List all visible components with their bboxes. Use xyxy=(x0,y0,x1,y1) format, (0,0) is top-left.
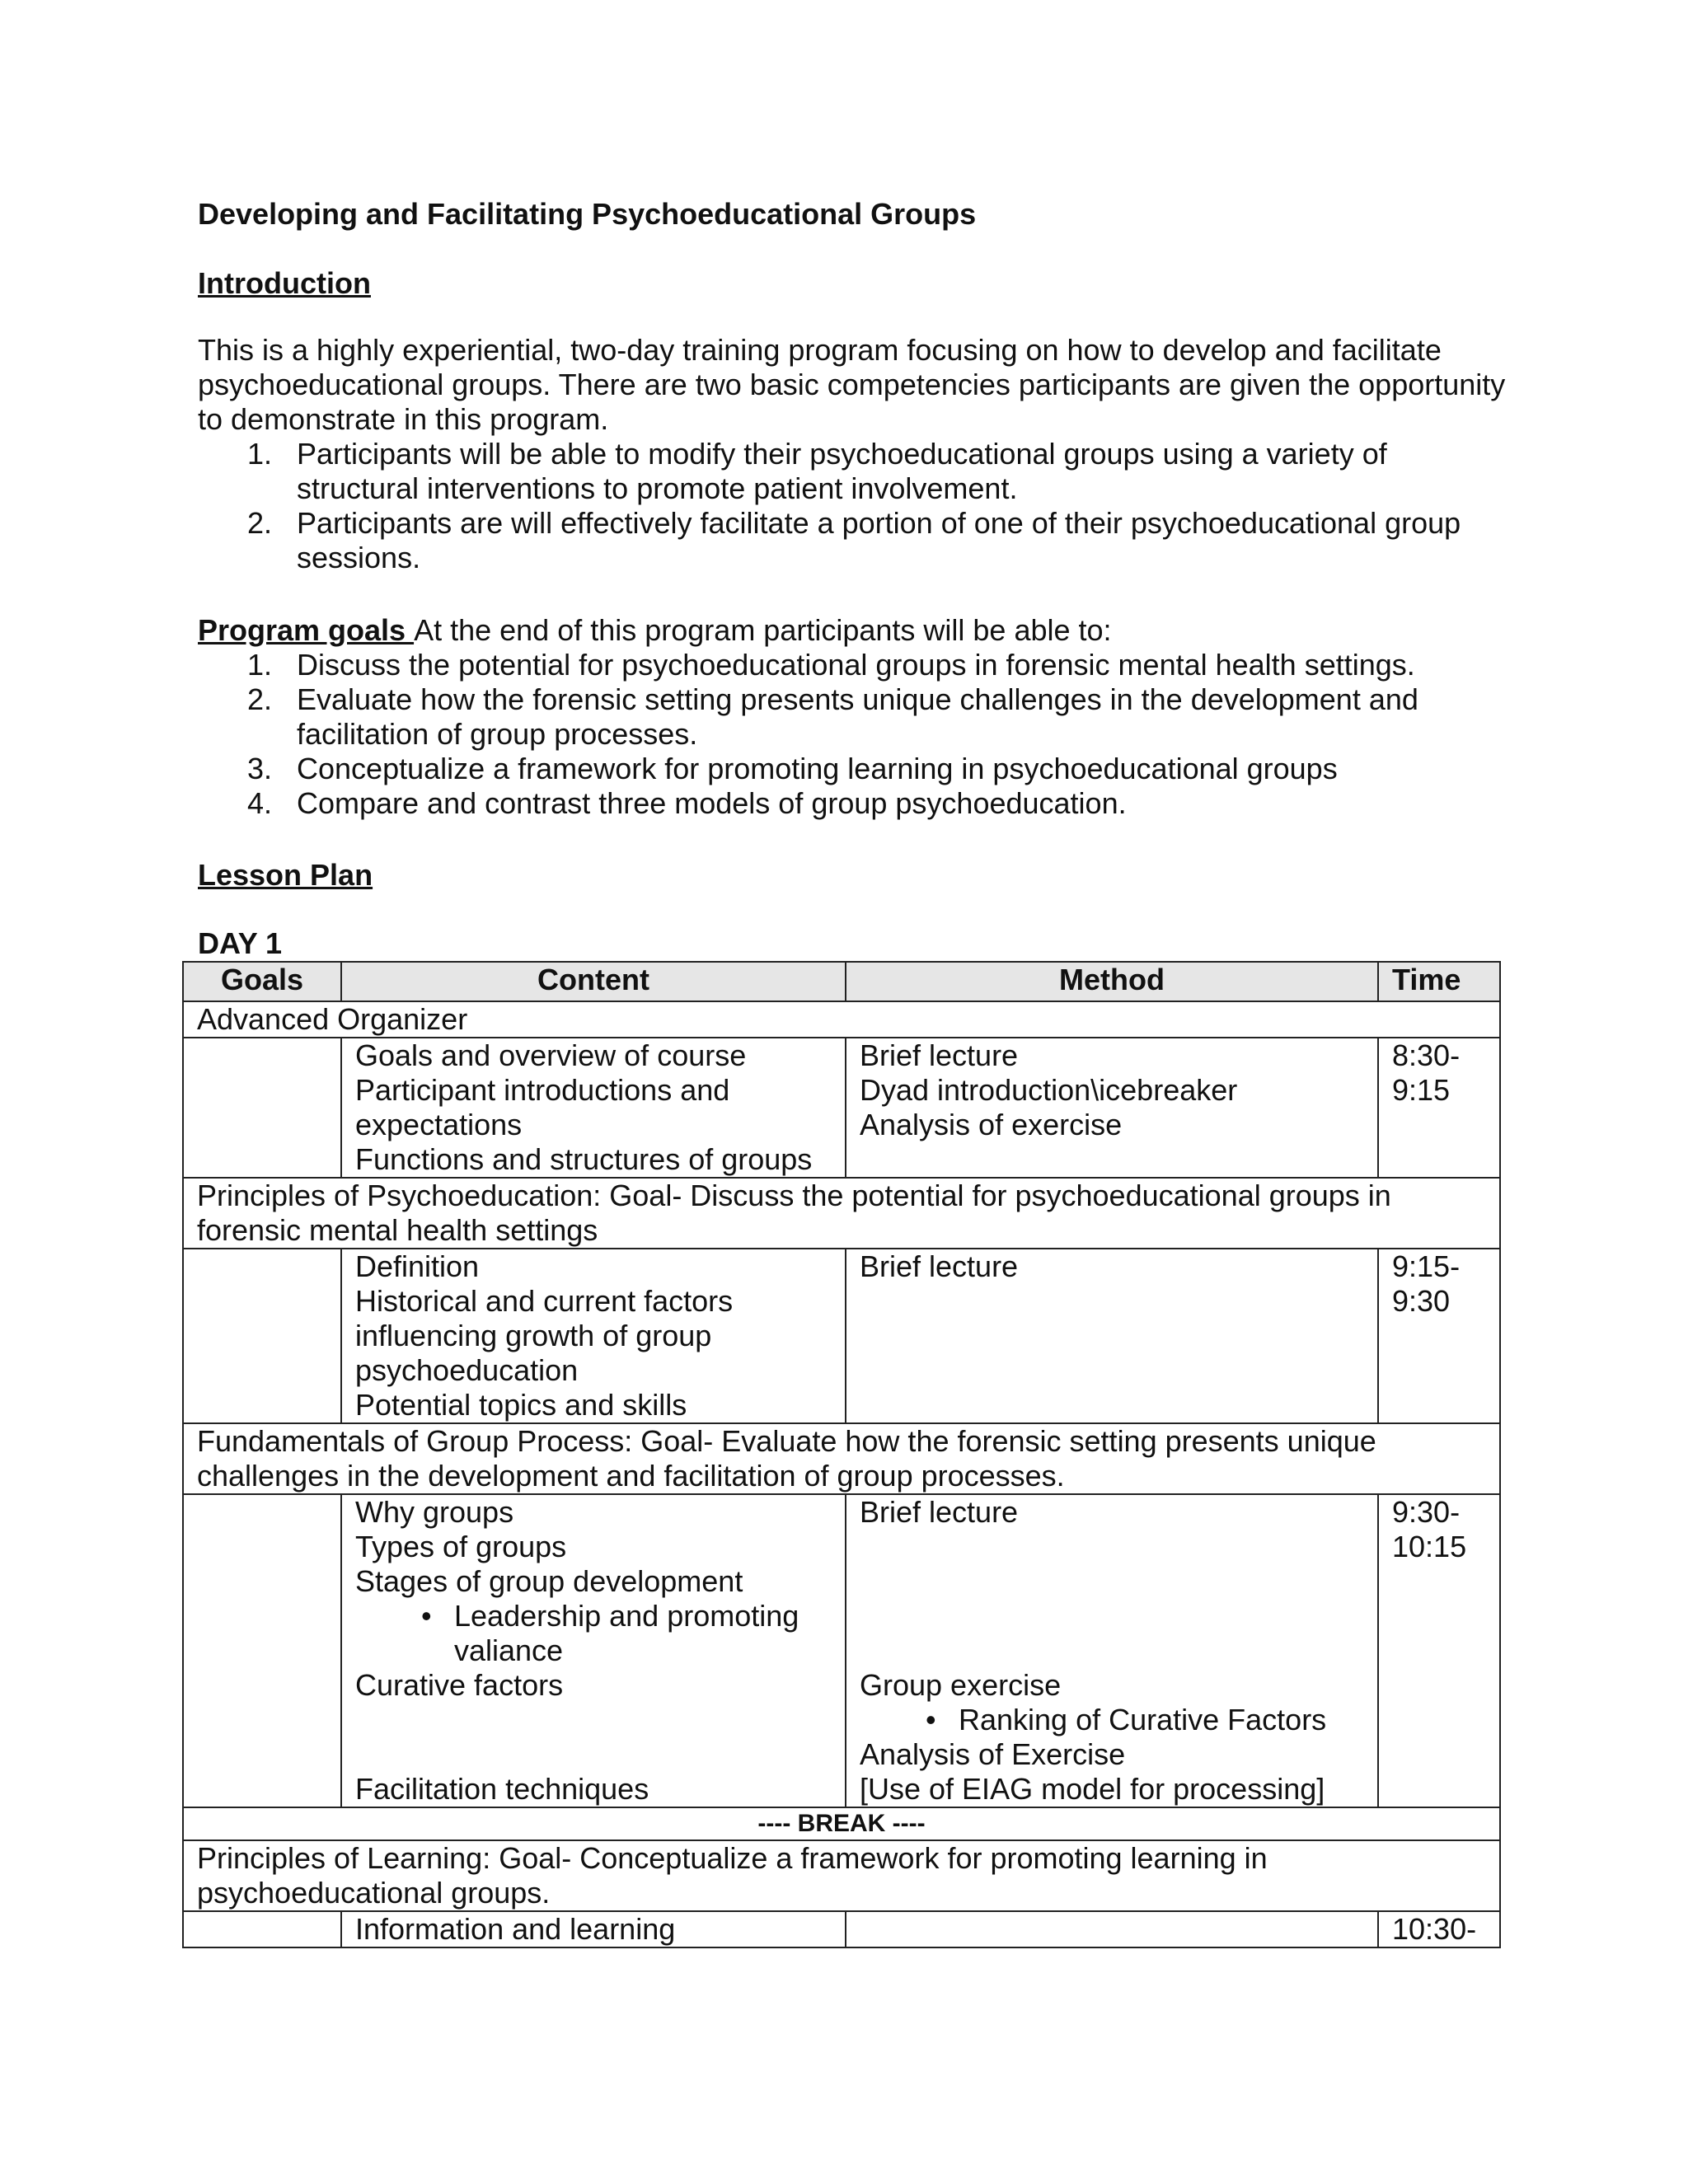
content-cell: Definition Historical and current factors influencing growth of group psychoeducation Potential topics and skills xyxy=(341,1249,846,1423)
column-header-method: Method xyxy=(846,962,1378,1001)
goals-cell xyxy=(183,1249,341,1423)
goals-cell xyxy=(183,1038,341,1178)
section-title: Principles of Learning: Goal- Conceptualize a framework for promoting learning in psychoeducational groups. xyxy=(183,1840,1500,1911)
table-header-row xyxy=(183,962,1500,1001)
break-row xyxy=(183,1807,1500,1840)
list-item: 2. Evaluate how the forensic setting presents unique challenges in the development and facilitation of group processes. xyxy=(247,682,1418,751)
content-cell: Information and learning xyxy=(341,1911,846,1947)
column-header-content: Content xyxy=(341,962,846,1001)
lesson-plan-table xyxy=(182,961,1501,1948)
method-cell: Brief lecture Group exercise • Ranking of Curative Factors Analysis of Exercise [Use of EIAG model for processing] xyxy=(846,1494,1378,1807)
section-title: Advanced Organizer xyxy=(183,1001,1500,1038)
list-item: 3. Conceptualize a framework for promoting learning in psychoeducational groups xyxy=(247,752,1338,785)
content-cell: Why groups Types of groups Stages of group development • Leadership and promoting valiance Curative factors Facilitation techniques xyxy=(341,1494,846,1807)
bullet-item: • Leadership and promoting valiance xyxy=(355,1599,832,1668)
content-cell: Goals and overview of course Participant introductions and expectations Functions and structures of groups xyxy=(341,1038,846,1178)
program-goals-heading: Program goals xyxy=(198,613,415,647)
time-cell: 9:30-10:15 xyxy=(1378,1494,1500,1807)
introduction-paragraph: This is a highly experiential, two-day training program focusing on how to develop and facilitate psychoeducational groups. There are two basic competencies participants are given the opportunity to demonstrate in this program. xyxy=(198,333,1506,436)
table-row xyxy=(183,1038,1500,1178)
column-header-time: Time xyxy=(1378,962,1500,1001)
list-item: 1. Participants will be able to modify their psychoeducational groups using a variety of structural interventions to promote patient involvement. xyxy=(247,437,1387,505)
section-title-row xyxy=(183,1001,1500,1038)
day-heading: DAY 1 xyxy=(198,926,283,960)
section-title: Principles of Psychoeducation: Goal- Discuss the potential for psychoeducational groups in forensic mental health settings xyxy=(183,1178,1500,1249)
list-item: 4. Compare and contrast three models of group psychoeducation. xyxy=(247,786,1127,820)
table-row xyxy=(183,1494,1500,1807)
section-title-row xyxy=(183,1840,1500,1911)
competencies-list xyxy=(198,437,1517,575)
document-title: Developing and Facilitating Psychoeducational Groups xyxy=(198,197,977,231)
goals-cell xyxy=(183,1911,341,1947)
method-cell: Brief lecture xyxy=(846,1249,1378,1423)
introduction-heading: Introduction xyxy=(198,266,371,300)
section-title: Fundamentals of Group Process: Goal- Evaluate how the forensic setting presents unique challenges in the development and facilitation of group processes. xyxy=(183,1423,1500,1494)
program-goals-list xyxy=(198,648,1517,821)
lesson-plan-heading: Lesson Plan xyxy=(198,858,373,892)
goals-cell xyxy=(183,1494,341,1807)
time-cell: 10:30- xyxy=(1378,1911,1500,1947)
section-title-row xyxy=(183,1423,1500,1494)
method-cell: Brief lecture Dyad introduction\icebreaker Analysis of exercise xyxy=(846,1038,1378,1178)
bullet-item: • Ranking of Curative Factors xyxy=(860,1703,1364,1737)
break-label: ---- BREAK ---- xyxy=(183,1807,1500,1840)
program-goals-line xyxy=(198,613,1112,648)
list-item: 2. Participants are will effectively facilitate a portion of one of their psychoeducational group sessions. xyxy=(247,506,1461,574)
table-row xyxy=(183,1911,1500,1947)
column-header-goals: Goals xyxy=(183,962,341,1001)
time-cell: 8:30-9:15 xyxy=(1378,1038,1500,1178)
section-title-row xyxy=(183,1178,1500,1249)
program-goals-lead: At the end of this program participants will be able to: xyxy=(414,613,1112,647)
method-cell xyxy=(846,1911,1378,1947)
list-item: 1. Discuss the potential for psychoeducational groups in forensic mental health settings. xyxy=(247,648,1415,682)
table-row xyxy=(183,1249,1500,1423)
time-cell: 9:15-9:30 xyxy=(1378,1249,1500,1423)
